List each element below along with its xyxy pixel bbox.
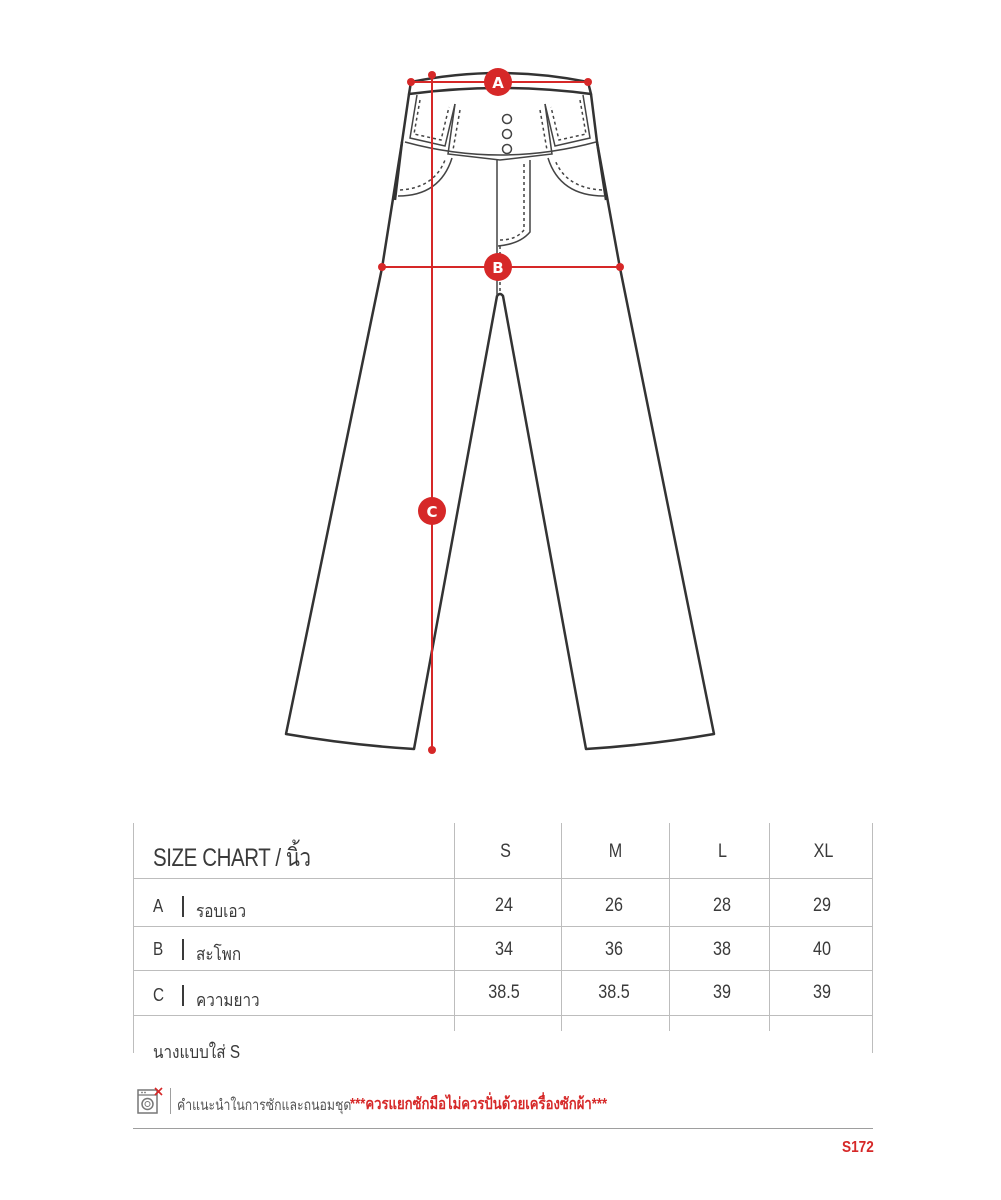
footer-divider bbox=[133, 1128, 873, 1129]
value-cell: 40 bbox=[813, 939, 831, 960]
value-cell: 24 bbox=[495, 895, 513, 916]
care-warning: ***ควรแยกซักมือไม่ควรปั่นด้วยเครื่องซักผ้า*** bbox=[350, 1096, 608, 1113]
row-name: สะโพก bbox=[196, 944, 242, 964]
care-divider bbox=[170, 1088, 171, 1114]
value-cell: 36 bbox=[605, 939, 623, 960]
washing-machine-icon bbox=[137, 1087, 163, 1115]
value-cell: 34 bbox=[495, 939, 513, 960]
value-cell: 38.5 bbox=[598, 982, 630, 1003]
value-cell: 26 bbox=[605, 895, 623, 916]
product-code: S172 bbox=[842, 1139, 874, 1156]
table-border-left bbox=[133, 823, 134, 1053]
row-separator bbox=[182, 985, 184, 1006]
size-header-l: L bbox=[717, 841, 727, 862]
table-divider bbox=[769, 823, 770, 1031]
table-row-divider bbox=[133, 878, 873, 879]
size-header-s: S bbox=[500, 841, 511, 862]
table-divider bbox=[454, 823, 455, 1031]
measure-c bbox=[418, 71, 446, 754]
value-cell: 29 bbox=[813, 895, 831, 916]
value-cell: 39 bbox=[813, 982, 831, 1003]
row-code: B bbox=[153, 939, 164, 959]
table-divider bbox=[669, 823, 670, 1031]
row-code: C bbox=[153, 985, 165, 1005]
marker-c-label: C bbox=[426, 503, 438, 521]
row-separator bbox=[182, 939, 184, 960]
pants-buttons bbox=[503, 115, 512, 154]
table-row-divider bbox=[133, 970, 873, 971]
marker-a-label: A bbox=[492, 74, 504, 92]
pants-outline bbox=[286, 73, 714, 749]
row-separator bbox=[182, 896, 184, 917]
row-name: รอบเอว bbox=[196, 901, 247, 921]
size-header-m: M bbox=[608, 841, 623, 862]
value-cell: 38 bbox=[713, 939, 731, 960]
row-name: ความยาว bbox=[196, 990, 260, 1010]
value-cell: 38.5 bbox=[488, 982, 520, 1003]
table-divider bbox=[561, 823, 562, 1031]
model-note: นางแบบใส่ S bbox=[153, 1042, 241, 1062]
table-row-divider bbox=[133, 1015, 873, 1016]
marker-b-label: B bbox=[492, 259, 504, 277]
value-cell: 39 bbox=[713, 982, 731, 1003]
table-border-right bbox=[872, 823, 873, 1053]
table-row-divider bbox=[133, 926, 873, 927]
row-code: A bbox=[153, 896, 164, 916]
care-instructions-label: คำแนะนำในการซักและถนอมชุด bbox=[177, 1097, 352, 1114]
measure-b bbox=[378, 253, 624, 281]
size-header-xl: XL bbox=[813, 841, 834, 862]
size-chart-title: SIZE CHART / นิ้ว bbox=[153, 844, 311, 872]
value-cell: 28 bbox=[713, 895, 731, 916]
